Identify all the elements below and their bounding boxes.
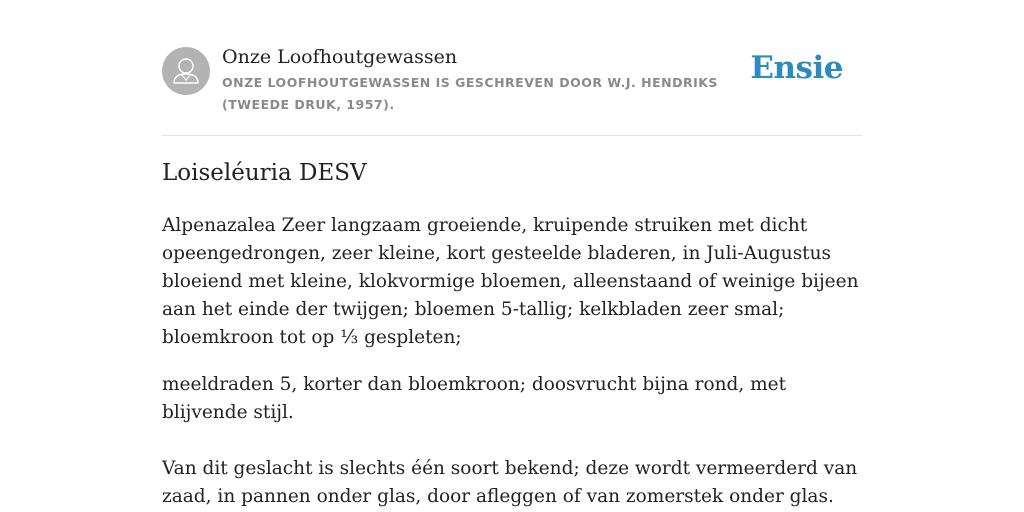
ensie-logo[interactable]: Ensie — [750, 50, 843, 86]
source-description: ONZE LOOFHOUTGEWASSEN IS GESCHREVEN DOOR W.J. HENDRIKS (TWEEDE DRUK, 1957). — [222, 75, 718, 112]
source-header — [162, 44, 862, 136]
entry-paragraph: Alpenazalea Zeer langzaam groeiende, kruipende struiken met dicht opeengedrongen, zeer kleine, kort gesteelde bladeren, in Juli-Augustus bloeiend met kleine, klokvormige bloemen, alleenstaand of weinige bijeen aan het einde der twijgen; bloemen 5-tallig; kelkbladen zeer smal; bloemkroon tot op ⅓ gespleten; — [162, 215, 859, 348]
source-title[interactable]: Onze Loofhoutgewassen — [222, 46, 458, 68]
entry-paragraph: meeldraden 5, korter dan bloemkroon; doosvrucht bijna rond, met blijvende stijl. — [162, 374, 787, 423]
user-silhouette-icon — [162, 47, 210, 95]
entry-paragraph: Van dit geslacht is slechts één soort bekend; deze wordt vermeerderd van zaad, in pannen onder glas, door afleggen of van zomerstek onder glas. — [162, 458, 858, 507]
avatar — [162, 47, 210, 95]
entry-body — [162, 212, 862, 512]
entry-title: Loiseléuria DESV — [162, 160, 367, 186]
